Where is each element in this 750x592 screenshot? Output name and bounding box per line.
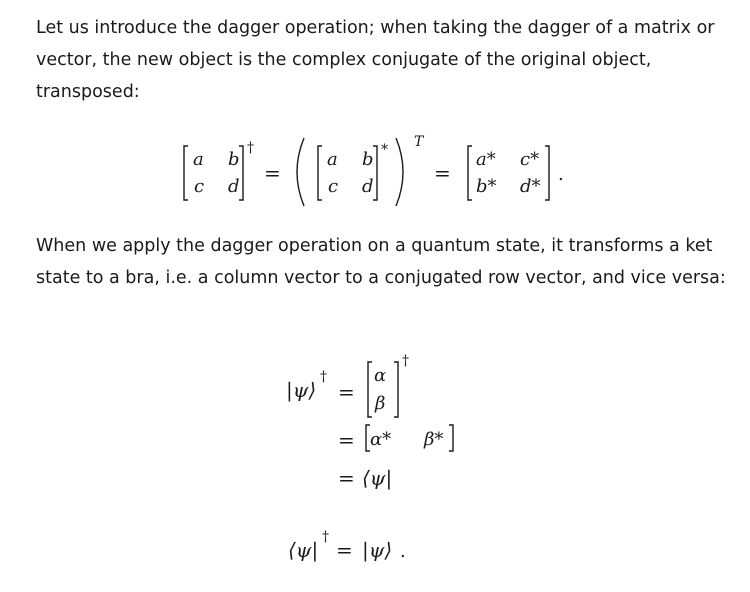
matrix-entry-d-star: d* <box>520 176 541 197</box>
ket-psi: |ψ⟩ <box>286 378 317 402</box>
matrix-left <box>184 140 254 200</box>
equals-sign: = <box>434 161 451 185</box>
alpha-star: α* <box>370 429 392 450</box>
matrix-middle <box>318 142 388 200</box>
second-paragraph: When we apply the dagger operation on a quantum state, it transforms a ket state to a bra, i.e. a column vector to a conjugated row vector, and vice versa: <box>36 236 726 288</box>
alpha: α <box>374 365 387 386</box>
bra-psi: ⟨ψ| <box>288 538 319 562</box>
ket-psi: |ψ⟩ <box>362 538 393 562</box>
beta-star: β* <box>424 429 444 450</box>
transpose-superscript: T <box>414 134 424 150</box>
matrix-entry-c-star: c* <box>520 149 540 170</box>
dagger-superscript: † <box>322 529 329 545</box>
matrix-entry-b: b <box>228 149 240 170</box>
star-superscript: * <box>381 142 388 158</box>
matrix-dagger-equation <box>0 128 750 212</box>
bra-psi: ⟨ψ| <box>362 466 393 490</box>
ket-bra-dagger-equations <box>0 345 750 575</box>
matrix-entry-b-star: b* <box>476 176 497 197</box>
matrix-entry-c: c <box>328 176 339 197</box>
dagger-superscript: † <box>320 369 327 385</box>
dagger-superscript: † <box>402 353 409 369</box>
equals-sign: = <box>336 538 353 562</box>
matrix-entry-d: d <box>228 176 240 197</box>
matrix-entry-c: c <box>194 176 205 197</box>
equals-sign: = <box>338 428 355 452</box>
matrix-entry-b: b <box>362 149 374 170</box>
equals-sign: = <box>338 466 355 490</box>
equals-sign: = <box>338 380 355 404</box>
equals-sign: = <box>264 161 281 185</box>
matrix-entry-a: a <box>193 149 204 170</box>
matrix-right <box>468 146 549 200</box>
matrix-entry-a: a <box>327 149 338 170</box>
period: . <box>558 164 564 185</box>
intro-paragraph: Let us introduce the dagger operation; when taking the dagger of a matrix or vector, the new object is the complex conjugate of the original object, transposed: <box>36 18 715 102</box>
dagger-superscript: † <box>247 140 254 156</box>
matrix-entry-a-star: a* <box>476 149 496 170</box>
period: . <box>400 541 406 562</box>
matrix-entry-d: d <box>362 176 374 197</box>
beta: β <box>375 393 386 414</box>
